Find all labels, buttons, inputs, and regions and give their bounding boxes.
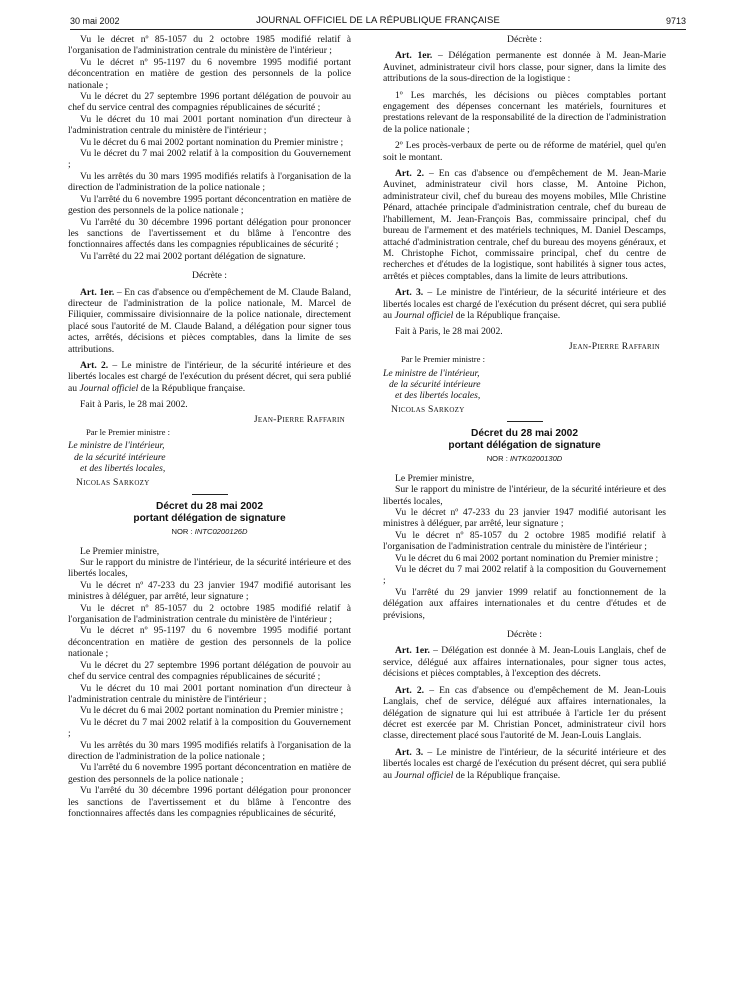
journal-officiel-italic: Journal officiel (79, 382, 139, 394)
article-text: – Le ministre de l'intérieur, de la sécurité intérieure et des libertés locales est chargé de l'exécution du présent décret, qui sera publié au (68, 359, 351, 394)
article-3 (383, 287, 666, 321)
header-rule (70, 29, 686, 30)
article-1 (383, 50, 666, 84)
article-label: Art. 1er. (395, 645, 430, 657)
nor-label: NOR : (171, 527, 193, 537)
nor-code: INTC0200126D (194, 527, 248, 537)
decree-title: Décret du 28 mai 2002 (470, 428, 579, 440)
by-prime-minister: Par le Premier ministre : (86, 427, 171, 437)
nor-reference (383, 453, 666, 464)
minister-title (383, 368, 666, 402)
page-header (70, 14, 686, 30)
visa: Vu le décret du 6 mai 2002 portant nomination du Premier ministre ; (80, 136, 344, 148)
visa: Vu le décret du 10 mai 2001 portant nomination d'un directeur à l'administration centrale du ministère de l'intérieur ; (68, 113, 351, 137)
article-2 (383, 168, 666, 282)
decrete-heading: Décrète : (192, 270, 227, 282)
minister-title-line: et des libertés locales, (80, 463, 166, 475)
visa: Vu le décret du 6 mai 2002 portant nomination du Premier ministre ; (80, 705, 344, 717)
visa: Vu le décret du 7 mai 2002 relatif à la composition du Gouvernement ; (68, 716, 351, 740)
premier-ministre-line: Le Premier ministre, (80, 545, 160, 557)
minister-name: Nicolas Sarkozy (391, 403, 465, 415)
visa: Vu l'arrêté du 22 mai 2002 portant délégation de signature. (80, 250, 306, 262)
article-text: – Délégation permanente est donnée à M. Jean-Marie Auvinet, administrateur civil hors classe, pour signer, dans la limite des attributions de la sous-direction de la logistique : (383, 50, 666, 85)
article-label: Art. 1er. (80, 286, 115, 298)
journal-officiel-italic: Journal officiel (394, 309, 454, 321)
minister-title (68, 440, 351, 474)
decree-title: Décret du 28 mai 2002 (155, 501, 264, 513)
visa: Vu le décret nº 47-233 du 23 janvier 1947 modifié autorisant les ministres à déléguer, par arrêté, leur signature ; (68, 579, 351, 603)
minister-title-line: de la sécurité intérieure (74, 451, 166, 463)
article-text-end: de la République française. (140, 382, 246, 394)
article-2 (68, 360, 351, 394)
section-divider (507, 421, 543, 422)
visa: Vu le décret du 10 mai 2001 portant nomination d'un directeur à l'administration centrale du ministère de l'intérieur ; (68, 682, 351, 705)
rapport-line: Sur le rapport du ministre de l'intérieur, de la sécurité intérieure et des libertés locales, (383, 484, 666, 507)
visa: Vu l'arrêté du 30 décembre 1996 portant délégation pour prononcer les sanctions de l'avertissement et du blâme à l'encontre des fonctionnaires affectés dans les compagnies républicaines de sécurité ; (68, 216, 351, 251)
visa: Vu le décret nº 47-233 du 23 janvier 1947 modifié autorisant les ministres à déléguer, par arrêté, leur signature ; (383, 507, 666, 530)
visa: Vu le décret nº 95-1197 du 6 novembre 1995 modifié portant déconcentration en matière de gestion des personnels de la police nationale ; (68, 56, 351, 91)
journal-officiel-italic: Journal officiel (394, 769, 454, 781)
article-text: – Le ministre de l'intérieur, de la sécurité intérieure et des libertés locales est chargé de l'exécution du présent décret, qui sera publié au (383, 746, 666, 781)
visas-list-decree-2 (68, 580, 351, 820)
article-text: – En cas d'absence ou d'empêchement de M. Claude Baland, directeur de l'administration de la police nationale, M. Marcel de Filiquier, commissaire divisionnaire de la police nationale, directement placé sous l'autorité de M. Claude Baland, a délégation pour signer tous actes, arrêtés, décisions et pièces comptables, dans la limite de ses attributions. (68, 286, 351, 355)
visa: Vu le décret du 7 mai 2002 relatif à la composition du Gouvernement ; (68, 148, 351, 171)
by-prime-minister: Par le Premier ministre : (401, 354, 486, 365)
nor-label: NOR : (486, 454, 508, 464)
visa: Vu le décret du 6 mai 2002 portant nomination du Premier ministre ; (395, 552, 659, 564)
minister-title-line: de la sécurité intérieure (389, 378, 481, 390)
minister-title-line: Le ministre de l'intérieur, (68, 440, 165, 452)
done-at: Fait à Paris, le 28 mai 2002. (80, 399, 188, 411)
done-at: Fait à Paris, le 28 mai 2002. (395, 326, 503, 338)
nor-code: INTK0200130D (509, 454, 563, 464)
article-3 (383, 747, 666, 781)
article-label: Art. 3. (395, 287, 424, 299)
section-divider (192, 494, 228, 495)
signatory-name: Jean-Pierre Raffarin (568, 340, 660, 352)
article-label: Art. 1er. (395, 50, 433, 62)
article-2 (383, 685, 666, 742)
article-text: – Le ministre de l'intérieur, de la sécurité intérieure et des libertés locales est chargé de l'exécution du présent décret, qui sera publié au (383, 287, 666, 321)
article-text: – En cas d'absence ou d'empêchement de M. Jean-Louis Langlais, chef de service, délégué aux affaires internationales, la délégation de signature qui lui est attribuée à l'article 1er du présent décret est exercée par M. Christian Poncet, administrateur civil hors classe, directement placé sous l'autorité de M. Jean-Louis Langlais. (383, 684, 666, 742)
visa: Vu l'arrêté du 6 novembre 1995 portant déconcentration en matière de gestion des personnels de la police nationale ; (68, 762, 351, 785)
article-1 (68, 287, 351, 355)
journal-title: JOURNAL OFFICIEL DE LA RÉPUBLIQUE FRANÇAISE (256, 15, 500, 26)
visa: Vu le décret du 27 septembre 1996 portant délégation de pouvoir au chef du service central des compagnies républicaines de sécurité ; (68, 659, 351, 683)
visa: Vu les arrêtés du 30 mars 1995 modifiés relatifs à l'organisation de la direction de l'administration de la police nationale ; (68, 739, 351, 762)
header-date: 30 mai 2002 (70, 16, 120, 26)
visa: Vu les arrêtés du 30 mars 1995 modifiés relatifs à l'organisation de la direction de l'administration de la police nationale ; (68, 170, 351, 194)
minister-name: Nicolas Sarkozy (76, 476, 150, 488)
visa: Vu le décret nº 85-1057 du 2 octobre 1985 modifié relatif à l'organisation de l'administration centrale du ministère de l'intérieur ; (383, 529, 666, 553)
page-number: 9713 (665, 16, 686, 26)
article-text-end: de la République française. (455, 309, 561, 321)
left-column (68, 34, 351, 982)
visa: Vu le décret nº 85-1057 du 2 octobre 1985 modifié relatif à l'organisation de l'administration centrale du ministère de l'intérieur ; (68, 34, 351, 57)
minister-title-line: et des libertés locales, (395, 390, 481, 402)
decrete-heading: Décrète : (507, 34, 542, 45)
nor-reference (68, 526, 351, 537)
visa: Vu le décret nº 95-1197 du 6 novembre 1995 modifié portant déconcentration en matière de gestion des personnels de la police nationale ; (68, 625, 351, 660)
article-text-end: de la République française. (455, 769, 561, 781)
visa: Vu le décret nº 85-1057 du 2 octobre 1985 modifié relatif à l'organisation de l'administration centrale du ministère de l'intérieur ; (68, 602, 351, 626)
signature-block (68, 414, 351, 488)
signatory-name: Jean-Pierre Raffarin (253, 413, 345, 425)
decree-subtitle: portant délégation de signature (448, 439, 601, 451)
article-text: – Délégation est donnée à M. Jean-Louis Langlais, chef de service, délégué aux affaires internationales, pour signer tous actes, décisions et pièces comptables, à l'exception des décrets. (383, 645, 666, 680)
visa: Vu l'arrêté du 6 novembre 1995 portant déconcentration en matière de gestion des personnels de la police nationale ; (68, 193, 351, 217)
visa: Vu le décret du 27 septembre 1996 portant délégation de pouvoir au chef du service central des compagnies républicaines de sécurité ; (68, 91, 351, 114)
decree-subtitle: portant délégation de signature (133, 512, 286, 524)
article-text: – En cas d'absence ou d'empêchement de M. Jean-Marie Auvinet, administrateur civil hors classe, M. Antoine Pichon, administrateur civil, chef du bureau des moyens mobiles, Mlle Christine Pénard, attachée principale d'administration centrale, chef du bureau de l'habillement, M. Jean-François Bas, commissaire principal, chef du bureau de l'armement et des matériels techniques, M. Daniel Descamps, attaché d'administration centrale, chef du bureau des moyens généraux, et M. Christophe Fichot, commissaire principal, chef du centre de recherches et d'études de la logistique, sont habilités à signer tous actes, arrêtés et pièces comptables, dans la limite de leurs attributions. (383, 168, 666, 282)
article-1 (383, 645, 666, 679)
visas-list-decree-1 (68, 34, 351, 262)
article-item: 2º Les procès-verbaux de perte ou de réforme de matériel, quel qu'en soit le montant. (383, 140, 666, 163)
rapport-line: Sur le rapport du ministre de l'intérieur, de la sécurité intérieure et des libertés locales, (68, 557, 351, 580)
article-label: Art. 2. (395, 684, 425, 696)
visa: Vu le décret du 7 mai 2002 relatif à la composition du Gouvernement ; (383, 564, 666, 587)
right-column (383, 34, 666, 982)
visas-list-decree-3 (383, 507, 666, 621)
article-label: Art. 2. (395, 168, 424, 180)
article-label: Art. 2. (80, 359, 109, 371)
minister-title-line: Le ministre de l'intérieur, (383, 367, 480, 379)
decrete-heading: Décrète : (507, 629, 542, 641)
article-label: Art. 3. (395, 746, 424, 758)
visa: Vu l'arrêté du 29 janvier 1999 relatif au fonctionnement de la délégation aux affaires internationales et du centre d'études et de prévisions, (383, 586, 666, 621)
article-item: 1º Les marchés, les décisions ou pièces comptables portant engagement des dépenses concernant les matériels, fournitures et prestations relevant de la responsabilité de la direction de l'administration de la police nationale ; (383, 89, 666, 135)
premier-ministre-line: Le Premier ministre, (395, 472, 475, 484)
visa: Vu l'arrêté du 30 décembre 1996 portant délégation pour prononcer les sanctions de l'avertissement et du blâme à l'encontre des fonctionnaires affectés dans les compagnies républicaines de sécurité, (68, 785, 351, 819)
signature-block (383, 341, 666, 415)
